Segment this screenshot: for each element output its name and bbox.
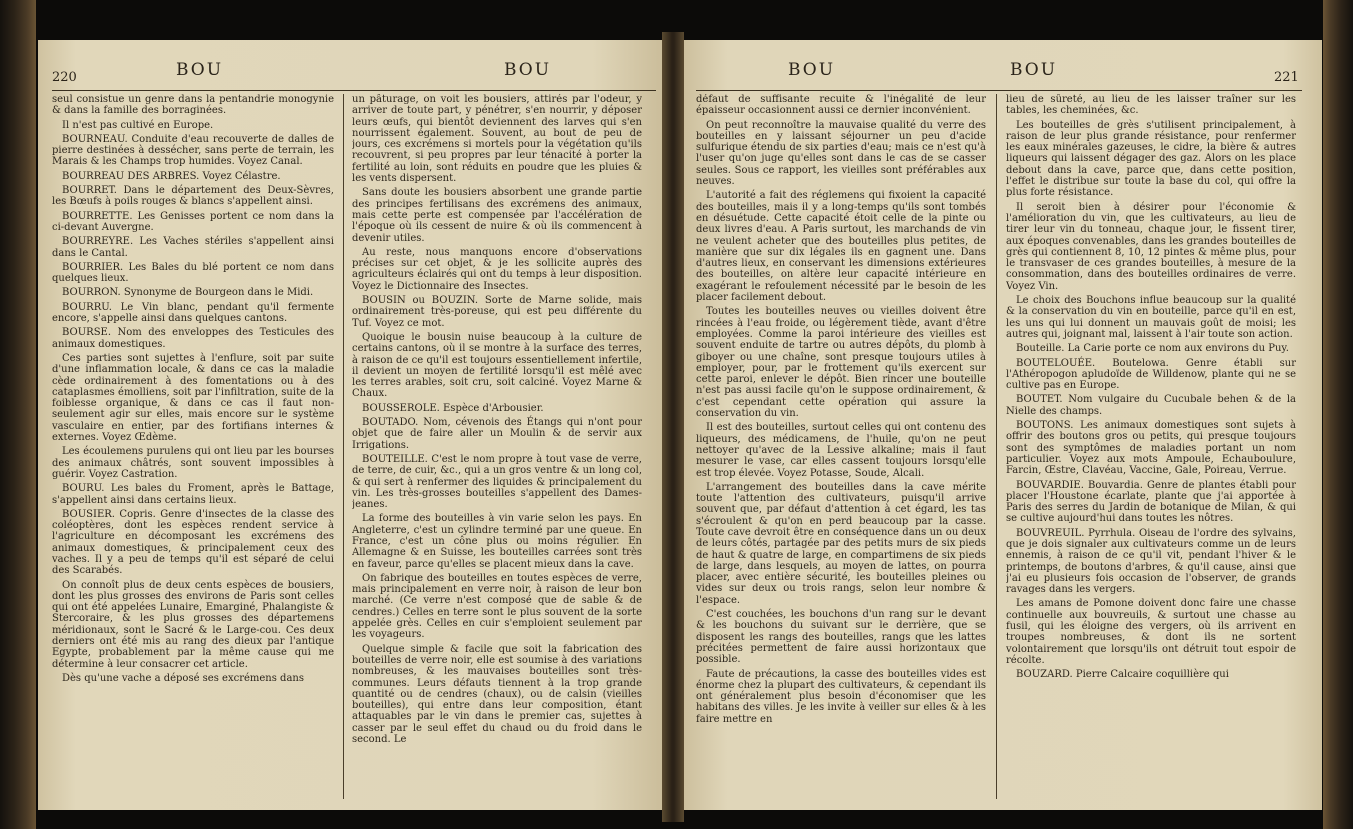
left-page bbox=[38, 40, 668, 810]
text-paragraph: BOURRET. Dans le département des Deux-Sèvres, les Bœufs à poils rouges & blancs s'appellent ainsi. bbox=[52, 185, 334, 208]
text-paragraph: L'arrangement des bouteilles dans la cave mérite toute l'attention des cultivateurs, puisqu'il arrive souvent que, par défaut d'attention à cet égard, les tas s'écroulent & qu'on en perd beaucoup par la casse. Toute cave devroit être en conséquence dans un ou deux de leurs côtés, partagée par des petits murs de six pieds de haut & quatre de large, en compartimens de six pieds de large, dans lesquels, au moyen de lattes, on pourra placer, avec entière sécurité, les bouteilles pleines ou vides sur deux ou trois rangs, selon leur nombre & l'espace. bbox=[696, 481, 986, 606]
text-paragraph: BOURU. Les bales du Froment, après le Battage, s'appellent ainsi dans certains lieux. bbox=[52, 483, 334, 506]
text-paragraph: BOUTELOUÉE. Boutelowa. Genre établi sur l'Athéropogon apludoïde de Willdenow, plante qui ne se cultive pas en Europe. bbox=[1006, 357, 1296, 392]
text-paragraph: BOURNEAU. Conduite d'eau recouverte de dalles de pierre destinées à dessécher, sans perte de terrain, les Marais & les Champs trop humides. Voyez Canal. bbox=[52, 133, 334, 168]
left-column-divider bbox=[343, 94, 344, 799]
text-paragraph: BOUTADO. Nom, cévenois des Étangs qui n'ont pour objet que de faire aller un Moulin & de servir aux Irrigations. bbox=[352, 417, 642, 451]
text-paragraph: BOURREAU DES ARBRES. Voyez Célastre. bbox=[62, 170, 281, 182]
text-paragraph: Le choix des Bouchons influe beaucoup sur la qualité & la conservation du vin en bouteille, parce qu'il en est, les uns qui lui donnent un mauvais goût de moisi; les autres qui, joignant mal, laissent à l'air toute son action. bbox=[1006, 295, 1296, 340]
text-paragraph: BOUZARD. Pierre Calcaire coquillière qui bbox=[1016, 669, 1229, 681]
text-paragraph: Quelque simple & facile que soit la fabrication des bouteilles de verre noir, elle est soumise à des variations nombreuses, & les mauvaises bouteilles sont très-communes. Leurs défauts tiennent à la trop grande quantité ou de cendres (chaux), ou de calsin (vieilles bouteilles), qui entre dans leur composition, étant attaquables par le vin dans le premier cas, sujettes à casser par le seul effet du chaud ou du froid dans le second. Le bbox=[352, 643, 642, 746]
text-paragraph: C'est couchées, les bouchons d'un rang sur le devant & les bouchons du suivant sur le derrière, que se disposent les rangs des bouteilles, rangs que les lattes précitées permettent de faire aussi horizontaux que possible. bbox=[696, 609, 986, 666]
text-paragraph: Sans doute les bousiers absorbent une grande partie des principes fertilisans des excrémens des animaux, mais cette perte est compensée par l'accélération de l'époque où ils cessent de nuire & où ils commencent à devenir utiles. bbox=[352, 187, 642, 244]
text-paragraph: On connoît plus de deux cents espèces de bousiers, dont les plus grosses des environs de Paris sont celles qui ont été appelées Lunaire, Emarginé, Phalangiste & Stercoraire, & les plus grosses des départemens méridionaux, sont le Sacré & le Large-cou. Ces deux derniers ont été mis au rang des dieux par l'antique Egypte, probablement par la même cause qui me détermine à leur consacrer cet article. bbox=[52, 579, 334, 670]
text-paragraph: Bouteille. La Carie porte ce nom aux environs du Puy. bbox=[1016, 343, 1289, 355]
text-paragraph: BOUVREUIL. Pyrrhula. Oiseau de l'ordre des sylvains, que je dois signaler aux cultivateurs comme un de leurs ennemis, à raison de ce qu'il vit, pendant l'hiver & le printemps, de boutons d'arbres, & qu'il cause, ainsi que j'ai eu plusieurs fois occasion de l'observer, de grands ravages dans les vergers. bbox=[1006, 527, 1296, 596]
text-paragraph: Quoique le bousin nuise beaucoup à la culture de certains cantons, où il se montre à la surface des terres, à raison de ce qu'il est toujours essentiellement infertile, il devient un moyen de fertilité lorsqu'il est mêlé avec les terres arables, soit cru, soit calciné. Voyez Marne & Chaux. bbox=[352, 331, 642, 400]
text-paragraph: BOURRIER. Les Bales du blé portent ce nom dans quelques lieux. bbox=[52, 261, 334, 285]
text-paragraph: L'autorité a fait des réglemens qui fixoient la capacité des bouteilles, mais il y a long-temps qu'ils sont tombés en désuétude. Cette capacité étoit celle de la pinte ou deux livres d'eau. A Paris surtout, les marchands de vin ne veulent acheter que des bouteilles plus petites, de manière que sur dix légales ils en gagnent une. Dans d'autres lieux, en conservant les dimensions extérieures des bouteilles, on altère leur capacité intérieure en exagérant le refoulement nécessité par le besoin de les placer facilement debout. bbox=[696, 190, 986, 304]
text-paragraph: défaut de suffisante recuite & l'inégalité de leur épaisseur occasionnent aussi ce dernier inconvénient. bbox=[696, 94, 986, 117]
book-edge-left bbox=[0, 0, 36, 829]
text-paragraph: BOUTEILLE. C'est le nom propre à tout vase de verre, de terre, de cuir, &c., qui a un gros ventre & un long col, & qui sert à renfermer des liquides & principalement du vin. Les très-grosses bouteilles s'appellent des Dames-jeanes. bbox=[352, 453, 642, 511]
right-running-head-1: BOU bbox=[788, 60, 836, 80]
right-running-head-2: BOU bbox=[1010, 60, 1058, 80]
text-paragraph: Les amans de Pomone doivent donc faire une chasse continuelle aux bouvreuils, & surtout une chasse au fusil, qui les éloigne des vergers, où ils arrivent en troupes nombreuses, & dont ils ne sortent volontairement que lorsqu'ils ont détruit tout espoir de récolte. bbox=[1006, 598, 1296, 666]
left-running-head-2: BOU bbox=[504, 60, 552, 80]
text-paragraph: un pâturage, on voit les bousiers, attirés par l'odeur, y arriver de toute part, y pénétrer, s'en nourrir, y déposer leurs œufs, qui bientôt deviennent des larves qui s'en nourrissent également. Souvent, au bout de peu de jours, ces excrémens si mortels pour la végétation qu'ils recouvrent, si peu propres par leur ténacité à porter la fertilité au loin, sont réduits en poudre que les pluies & les vents dispersent. bbox=[352, 94, 642, 185]
text-paragraph: Ces parties sont sujettes à l'enflure, soit par suite d'une inflammation locale, & dans ce cas la maladie cède ordinairement à des fomentations ou à des cataplasmes émolliens, soit par l'infiltration, suite de la foiblesse organique, & dans ce cas il faut non-seulement agir sur elles, mais encore sur le système vasculaire en entier, par des fortifians internes & externes. Voyez Œdème. bbox=[52, 352, 334, 444]
text-paragraph: On peut reconnoître la mauvaise qualité du verre des bouteilles en y laissant séjourner un peu d'acide sulfurique étendu de six parties d'eau; mais ce n'est qu'à l'user qu'on juge qu'elles sont dans le cas de se casser seules. Sous ce rapport, les vieilles sont préférables aux neuves. bbox=[696, 119, 986, 188]
text-paragraph: On fabrique des bouteilles en toutes espèces de verre, mais principalement en verre noir, à raison de leur bon marché. (Ce verre n'est composé que de sable & de cendres.) Celles en terre sont le plus souvent de la sorte appelée grès. Celles en cuir s'emploient seulement par les voyageurs. bbox=[352, 572, 642, 641]
text-paragraph: BOUTET. Nom vulgaire du Cucubale behen & de la Nielle des champs. bbox=[1006, 394, 1296, 417]
left-column-1 bbox=[52, 94, 334, 799]
text-paragraph: BOURRETTE. Les Genisses portent ce nom dans la ci-devant Auvergne. bbox=[52, 210, 334, 233]
text-paragraph: Les bouteilles de grès s'utilisent principalement, à raison de leur plus grande résistance, pour renfermer les eaux minérales gazeuses, le cidre, la bière & autres liqueurs qui laissent dégager des gaz. Alors on les place debout dans la cave, parce que, dans cette position, l'effet le distribue sur toute la base du col, qui offre la plus forte résistance. bbox=[1006, 119, 1296, 199]
right-column-divider bbox=[996, 94, 997, 799]
book-gutter bbox=[662, 32, 684, 822]
text-paragraph: BOURRU. Le Vin blanc, pendant qu'il fermente encore, s'appelle ainsi dans quelques cantons. bbox=[52, 301, 334, 325]
text-paragraph: BOUSIN ou BOUZIN. Sorte de Marne solide, mais ordinairement très-poreuse, qui est peu différente du Tuf. Voyez ce mot. bbox=[352, 295, 642, 329]
right-page-number: 221 bbox=[1274, 70, 1299, 85]
text-paragraph: BOUSSEROLE. Espèce d'Arbousier. bbox=[362, 402, 544, 414]
text-paragraph: Il est des bouteilles, surtout celles qui ont contenu des liqueurs, des médicamens, de l'huile, qu'on ne peut nettoyer qu'avec de la Lessive alkaline; mais il faut mesurer le vase, car elles cassent toujours lorsqu'elle est trop élevée. Voyez Potasse, Soude, Alcali. bbox=[696, 422, 986, 479]
text-paragraph: Il seroit bien à désirer pour l'économie & l'amélioration du vin, que les cultivateurs, au lieu de tirer leur vin du tonneau, chaque jour, le fissent tirer, aux époques convenables, dans les grandes bouteilles de grès qui contiennent 8, 10, 12 pintes & même plus, pour le transvaser de ces grandes bouteilles, à mesure de la consommation, dans des bouteilles ordinaires de verre. Voyez Vin. bbox=[1006, 201, 1296, 292]
text-paragraph: Les écoulemens purulens qui ont lieu par les bourses des animaux châtrés, sont souvent impossibles à guérir. Voyez Castration. bbox=[52, 446, 334, 480]
text-paragraph: La forme des bouteilles à vin varie selon les pays. En Angleterre, c'est un cylindre terminé par une queue. En France, c'est un cône plus ou moins régulier. En Allemagne & en Suisse, les bouteilles carrées sont très en faveur, parce qu'elles se placent mieux dans la cave. bbox=[352, 513, 642, 570]
right-column-1 bbox=[696, 94, 986, 799]
left-running-head-1: BOU bbox=[176, 60, 224, 80]
text-paragraph: seul consistue un genre dans la pentandrie monogynie & dans la famille des borraginées. bbox=[52, 94, 334, 117]
text-paragraph: BOURRON. Synonyme de Bourgeon dans le Midi. bbox=[62, 287, 314, 299]
book-edge-right bbox=[1323, 0, 1353, 829]
text-paragraph: Toutes les bouteilles neuves ou vieilles doivent être rincées à l'eau froide, ou légèrement tiède, avant d'être employées. Comme la paroi intérieure des vieilles est souvent enduite de tartre ou autres dépôts, du plomb à giboyer ou une chaîne, sont presque toujours utiles à employer, pour, par le frottement qu'ils exercent sur cette paroi, enlever le dépôt. Bien rincer une bouteille n'est pas aussi facile qu'on le suppose ordinairement, & c'est cependant cette opération qui assure la conservation du vin. bbox=[696, 306, 986, 420]
text-paragraph: Faute de précautions, la casse des bouteilles vides est énorme chez la plupart des cultivateurs, & cependant ils ont généralement plus besoin d'économiser que les habitans des villes. Je les invite à veiller sur elles & à les faire mettre en bbox=[696, 668, 986, 725]
right-page bbox=[676, 40, 1322, 810]
text-paragraph: Il n'est pas cultivé en Europe. bbox=[62, 119, 214, 131]
text-paragraph: Dès qu'une vache a déposé ses excrémens dans bbox=[62, 672, 304, 684]
text-paragraph: BOUTONS. Les animaux domestiques sont sujets à offrir des boutons gros ou petits, qui presque toujours sont des symptômes de maladies portant un nom particulier. Voyez aux mots Ampoule, Echauboulure, Farcin, Œstre, Clavéau, Vaccine, Gale, Poireau, Verrue. bbox=[1006, 420, 1296, 477]
text-paragraph: Au reste, nous manquons encore d'observations précises sur cet objet, & je les sollicite auprès des agriculteurs éclairés qui ont du temps à leur disposition. Voyez le Dictionnaire des Insectes. bbox=[352, 246, 642, 292]
left-column-2 bbox=[352, 94, 642, 799]
text-paragraph: BOURSE. Nom des enveloppes des Testicules des animaux domestiques. bbox=[52, 327, 334, 350]
left-page-number: 220 bbox=[52, 70, 77, 85]
left-header-rule bbox=[52, 90, 656, 91]
text-paragraph: lieu de sûreté, au lieu de les laisser traîner sur les tables, les cheminées, &c. bbox=[1006, 94, 1296, 117]
right-header-rule bbox=[696, 90, 1302, 91]
text-paragraph: BOUSIER. Copris. Genre d'insectes de la classe des coléoptères, dont les espèces rendent service à l'agriculture en décomposant les excrémens des animaux domestiques, & principalement ceux des vaches. Il y a peu de temps qu'il est séparé de celui des Scarabés. bbox=[52, 508, 334, 577]
text-paragraph: BOURREYRE. Les Vaches stériles s'appellent ainsi dans le Cantal. bbox=[52, 236, 334, 259]
right-column-2 bbox=[1006, 94, 1296, 799]
text-paragraph: BOUVARDIE. Bouvardia. Genre de plantes établi pour placer l'Houstone écarlate, plante que j'ai apportée à Paris des serres du Jardin de botanique de Milan, & qui se cultive aujourd'hui dans toutes les nôtres. bbox=[1006, 479, 1296, 525]
